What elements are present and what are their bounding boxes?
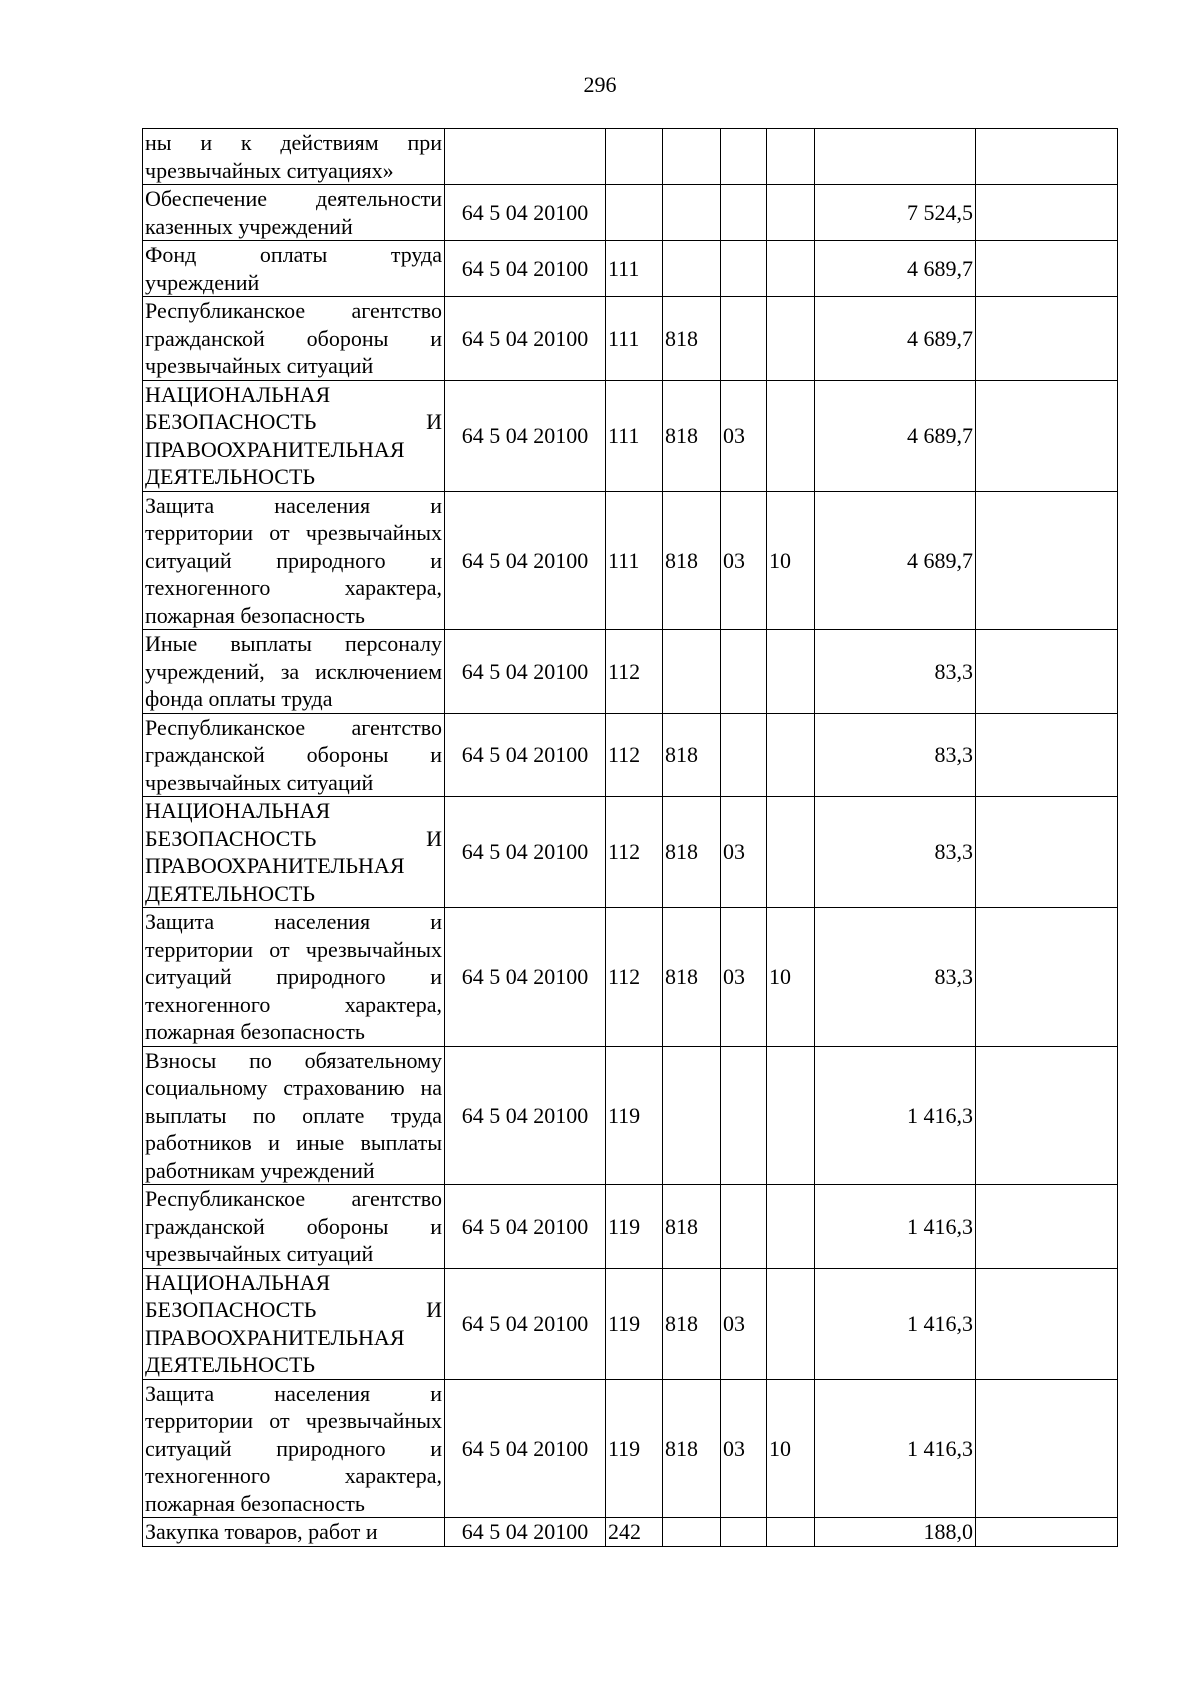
page-number: 296 <box>583 72 617 97</box>
target-article-code-cell: 64 5 04 20100 <box>445 1046 606 1185</box>
subsection-code-cell: 10 <box>767 908 815 1047</box>
target-article-code-cell: 64 5 04 20100 <box>445 797 606 908</box>
section-code-cell <box>721 241 767 297</box>
extra-cell <box>976 1268 1118 1379</box>
expense-type-code-cell: 111 <box>606 297 663 381</box>
amount-cell: 4 689,7 <box>815 380 976 491</box>
table-row <box>143 1268 1118 1379</box>
target-article-code-cell <box>445 129 606 185</box>
target-article-code-cell: 64 5 04 20100 <box>445 1379 606 1518</box>
administrator-code-cell <box>663 1518 721 1547</box>
extra-cell <box>976 491 1118 630</box>
row-name-cell: НАЦИОНАЛЬНАЯ БЕЗОПАСНОСТЬ И ПРАВООХРАНИТЕЛЬНАЯ ДЕЯТЕЛЬНОСТЬ <box>143 797 445 908</box>
expense-type-code-cell: 119 <box>606 1379 663 1518</box>
administrator-code-cell: 818 <box>663 297 721 381</box>
target-article-code-cell: 64 5 04 20100 <box>445 713 606 797</box>
target-article-code-cell: 64 5 04 20100 <box>445 491 606 630</box>
extra-cell <box>976 1518 1118 1547</box>
subsection-code-cell <box>767 1046 815 1185</box>
extra-cell <box>976 241 1118 297</box>
row-name-cell: Защита населения и территории от чрезвычайных ситуаций природного и техногенного характера, пожарная безопасность <box>143 908 445 1047</box>
administrator-code-cell: 818 <box>663 1379 721 1518</box>
administrator-code-cell: 818 <box>663 908 721 1047</box>
row-name-cell: НАЦИОНАЛЬНАЯ БЕЗОПАСНОСТЬ И ПРАВООХРАНИТЕЛЬНАЯ ДЕЯТЕЛЬНОСТЬ <box>143 380 445 491</box>
section-code-cell: 03 <box>721 1268 767 1379</box>
table-row <box>143 491 1118 630</box>
table-row <box>143 129 1118 185</box>
table-row <box>143 1185 1118 1269</box>
subsection-code-cell <box>767 297 815 381</box>
extra-cell <box>976 713 1118 797</box>
amount-cell: 188,0 <box>815 1518 976 1547</box>
section-code-cell <box>721 185 767 241</box>
subsection-code-cell <box>767 630 815 714</box>
amount-cell: 83,3 <box>815 713 976 797</box>
table-row <box>143 908 1118 1047</box>
amount-cell: 1 416,3 <box>815 1185 976 1269</box>
administrator-code-cell <box>663 241 721 297</box>
expense-type-code-cell: 119 <box>606 1185 663 1269</box>
expense-type-code-cell: 112 <box>606 713 663 797</box>
table-row <box>143 297 1118 381</box>
section-code-cell <box>721 129 767 185</box>
administrator-code-cell <box>663 630 721 714</box>
subsection-code-cell <box>767 1268 815 1379</box>
administrator-code-cell <box>663 1046 721 1185</box>
subsection-code-cell <box>767 380 815 491</box>
expense-type-code-cell <box>606 185 663 241</box>
expense-type-code-cell: 112 <box>606 630 663 714</box>
row-name-cell: Республиканское агентство гражданской обороны и чрезвычайных ситуаций <box>143 1185 445 1269</box>
row-name-cell: Иные выплаты персоналу учреждений, за исключением фонда оплаты труда <box>143 630 445 714</box>
subsection-code-cell <box>767 241 815 297</box>
expense-type-code-cell: 111 <box>606 491 663 630</box>
extra-cell <box>976 1379 1118 1518</box>
section-code-cell: 03 <box>721 491 767 630</box>
expense-type-code-cell: 111 <box>606 241 663 297</box>
amount-cell: 4 689,7 <box>815 297 976 381</box>
administrator-code-cell: 818 <box>663 713 721 797</box>
table-row <box>143 1379 1118 1518</box>
target-article-code-cell: 64 5 04 20100 <box>445 1518 606 1547</box>
extra-cell <box>976 1185 1118 1269</box>
extra-cell <box>976 908 1118 1047</box>
target-article-code-cell: 64 5 04 20100 <box>445 241 606 297</box>
extra-cell <box>976 630 1118 714</box>
table-row <box>143 380 1118 491</box>
amount-cell: 1 416,3 <box>815 1046 976 1185</box>
amount-cell: 83,3 <box>815 630 976 714</box>
administrator-code-cell: 818 <box>663 1268 721 1379</box>
table-row <box>143 797 1118 908</box>
section-code-cell <box>721 713 767 797</box>
amount-cell: 83,3 <box>815 908 976 1047</box>
amount-cell <box>815 129 976 185</box>
table-body <box>143 129 1118 1547</box>
subsection-code-cell <box>767 1518 815 1547</box>
table-row <box>143 713 1118 797</box>
section-code-cell <box>721 297 767 381</box>
table-row <box>143 185 1118 241</box>
subsection-code-cell: 10 <box>767 491 815 630</box>
subsection-code-cell: 10 <box>767 1379 815 1518</box>
amount-cell: 4 689,7 <box>815 241 976 297</box>
target-article-code-cell: 64 5 04 20100 <box>445 1185 606 1269</box>
amount-cell: 1 416,3 <box>815 1379 976 1518</box>
target-article-code-cell: 64 5 04 20100 <box>445 1268 606 1379</box>
section-code-cell: 03 <box>721 1379 767 1518</box>
target-article-code-cell: 64 5 04 20100 <box>445 908 606 1047</box>
target-article-code-cell: 64 5 04 20100 <box>445 380 606 491</box>
amount-cell: 7 524,5 <box>815 185 976 241</box>
extra-cell <box>976 797 1118 908</box>
expense-type-code-cell: 111 <box>606 380 663 491</box>
subsection-code-cell <box>767 797 815 908</box>
amount-cell: 1 416,3 <box>815 1268 976 1379</box>
amount-cell: 4 689,7 <box>815 491 976 630</box>
row-name-cell: ны и к действиям при чрезвычайных ситуациях» <box>143 129 445 185</box>
row-name-cell: Обеспечение деятельности казенных учреждений <box>143 185 445 241</box>
subsection-code-cell <box>767 129 815 185</box>
subsection-code-cell <box>767 713 815 797</box>
table-row <box>143 241 1118 297</box>
administrator-code-cell: 818 <box>663 491 721 630</box>
subsection-code-cell <box>767 1185 815 1269</box>
expense-type-code-cell: 112 <box>606 797 663 908</box>
row-name-cell: Защита населения и территории от чрезвычайных ситуаций природного и техногенного характера, пожарная безопасность <box>143 1379 445 1518</box>
administrator-code-cell: 818 <box>663 797 721 908</box>
expense-type-code-cell: 119 <box>606 1046 663 1185</box>
extra-cell <box>976 1046 1118 1185</box>
target-article-code-cell: 64 5 04 20100 <box>445 297 606 381</box>
administrator-code-cell <box>663 129 721 185</box>
row-name-cell: Защита населения и территории от чрезвычайных ситуаций природного и техногенного характера, пожарная безопасность <box>143 491 445 630</box>
table-row <box>143 630 1118 714</box>
expense-type-code-cell: 119 <box>606 1268 663 1379</box>
section-code-cell <box>721 1518 767 1547</box>
row-name-cell: Фонд оплаты труда учреждений <box>143 241 445 297</box>
table-row <box>143 1046 1118 1185</box>
subsection-code-cell <box>767 185 815 241</box>
expense-type-code-cell: 242 <box>606 1518 663 1547</box>
target-article-code-cell: 64 5 04 20100 <box>445 185 606 241</box>
extra-cell <box>976 129 1118 185</box>
row-name-cell: Республиканское агентство гражданской обороны и чрезвычайных ситуаций <box>143 297 445 381</box>
section-code-cell: 03 <box>721 380 767 491</box>
budget-table <box>142 128 1118 1547</box>
row-name-cell: НАЦИОНАЛЬНАЯ БЕЗОПАСНОСТЬ И ПРАВООХРАНИТЕЛЬНАЯ ДЕЯТЕЛЬНОСТЬ <box>143 1268 445 1379</box>
extra-cell <box>976 380 1118 491</box>
target-article-code-cell: 64 5 04 20100 <box>445 630 606 714</box>
administrator-code-cell: 818 <box>663 1185 721 1269</box>
row-name-cell: Закупка товаров, работ и <box>143 1518 445 1547</box>
expense-type-code-cell <box>606 129 663 185</box>
section-code-cell <box>721 1046 767 1185</box>
row-name-cell: Республиканское агентство гражданской обороны и чрезвычайных ситуаций <box>143 713 445 797</box>
section-code-cell: 03 <box>721 797 767 908</box>
section-code-cell: 03 <box>721 908 767 1047</box>
section-code-cell <box>721 1185 767 1269</box>
expense-type-code-cell: 112 <box>606 908 663 1047</box>
administrator-code-cell <box>663 185 721 241</box>
extra-cell <box>976 297 1118 381</box>
section-code-cell <box>721 630 767 714</box>
amount-cell: 83,3 <box>815 797 976 908</box>
row-name-cell: Взносы по обязательному социальному страхованию на выплаты по оплате труда работников и иные выплаты работникам учреждений <box>143 1046 445 1185</box>
table-row <box>143 1518 1118 1547</box>
extra-cell <box>976 185 1118 241</box>
administrator-code-cell: 818 <box>663 380 721 491</box>
